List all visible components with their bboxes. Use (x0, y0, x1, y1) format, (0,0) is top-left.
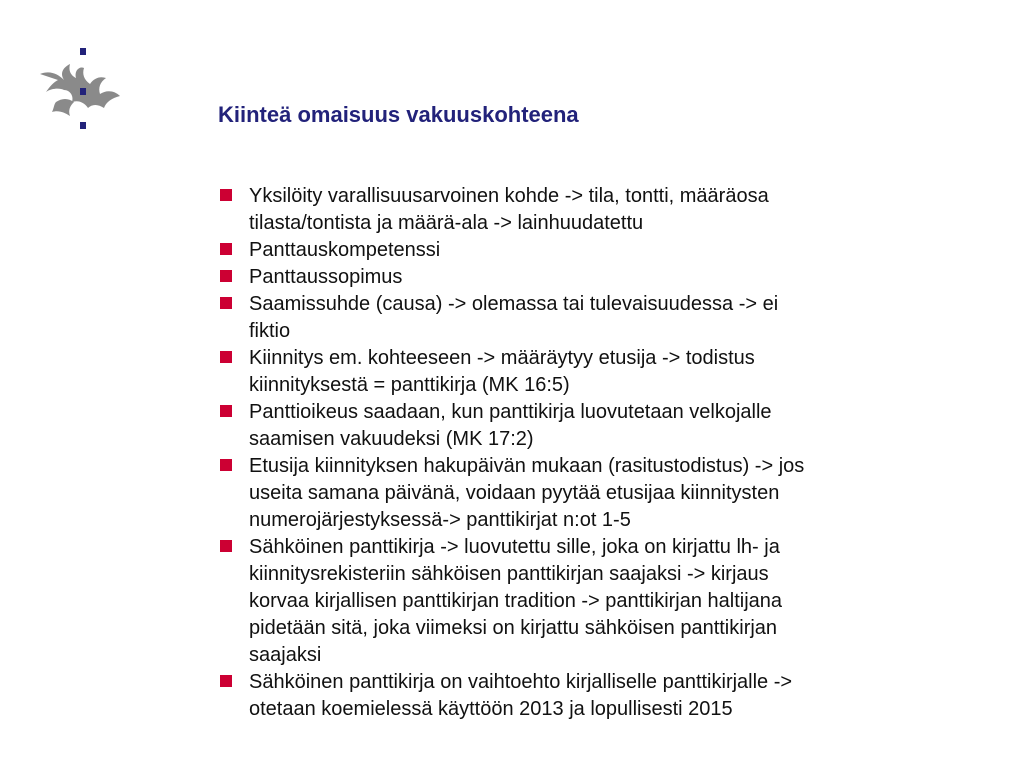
bullet-text-line: tilasta/tontista ja määrä-ala -> lainhuudatettu (249, 212, 644, 234)
bullet-item (218, 264, 1008, 291)
square-bullet-icon (220, 405, 232, 417)
bullet-text-line: Panttaussopimus (249, 266, 403, 288)
square-bullet-icon (220, 243, 232, 255)
bullet-item (218, 345, 1008, 399)
bullet-text-line: Sähköinen panttikirja -> luovutettu sille, joka on kirjattu lh- ja (249, 536, 780, 558)
bullet-text-line: numerojärjestyksessä-> panttikirjat n:ot 1-5 (249, 509, 631, 531)
slide-title: Kiinteä omaisuus vakuuskohteena (218, 102, 579, 127)
bullet-list (218, 183, 1008, 723)
bullet-text-line: Panttauskompetenssi (249, 239, 441, 261)
logo-dots (80, 48, 86, 129)
flame-logo-graphic (36, 44, 128, 136)
bullet-item (218, 183, 1008, 237)
bullet-text-line: pidetään sitä, joka viimeksi on kirjattu sähköisen panttikirjan (249, 617, 778, 639)
bullet-text-line: otetaan koemielessä käyttöön 2013 ja lopullisesti 2015 (249, 698, 733, 720)
square-bullet-icon (220, 189, 232, 201)
bullet-text-line: saajaksi (249, 644, 322, 666)
square-bullet-icon (220, 351, 232, 363)
bullet-item (218, 453, 1008, 534)
bullet-text-line: korvaa kirjallisen panttikirjan tradition -> panttikirjan haltijana (249, 590, 783, 612)
bullet-item (218, 237, 1008, 264)
bullet-text-line: fiktio (249, 320, 291, 342)
bullet-text-line: kiinnityksestä = panttikirja (MK 16:5) (249, 374, 570, 396)
square-bullet-icon (220, 459, 232, 471)
bullet-item (218, 291, 1008, 345)
bullet-item (218, 399, 1008, 453)
bullet-text-line: Sähköinen panttikirja on vaihtoehto kirjalliselle panttikirjalle -> (249, 671, 793, 693)
bullet-text-line: saamisen vakuudeksi (MK 17:2) (249, 428, 534, 450)
square-bullet-icon (220, 297, 232, 309)
bullet-text-line: useita samana päivänä, voidaan pyytää etusijaa kiinnitysten (249, 482, 780, 504)
square-bullet-icon (220, 540, 232, 552)
bullet-text-line: Kiinnitys em. kohteeseen -> määräytyy etusija -> todistus (249, 347, 755, 369)
bullet-text-line: Yksilöity varallisuusarvoinen kohde -> tila, tontti, määräosa (249, 185, 769, 207)
bullet-item (218, 534, 1008, 669)
bullet-text-line: Etusija kiinnityksen hakupäivän mukaan (rasitustodistus) -> jos (249, 455, 805, 477)
bullet-text-line: Panttioikeus saadaan, kun panttikirja luovutetaan velkojalle (249, 401, 772, 423)
bullet-text-line: kiinnitysrekisteriin sähköisen panttikirjan saajaksi -> kirjaus (249, 563, 769, 585)
university-flame-logo (36, 44, 128, 136)
bullet-item (218, 669, 1008, 723)
bullet-text-line: Saamissuhde (causa) -> olemassa tai tulevaisuudessa -> ei (249, 293, 779, 315)
square-bullet-icon (220, 675, 232, 687)
square-bullet-icon (220, 270, 232, 282)
